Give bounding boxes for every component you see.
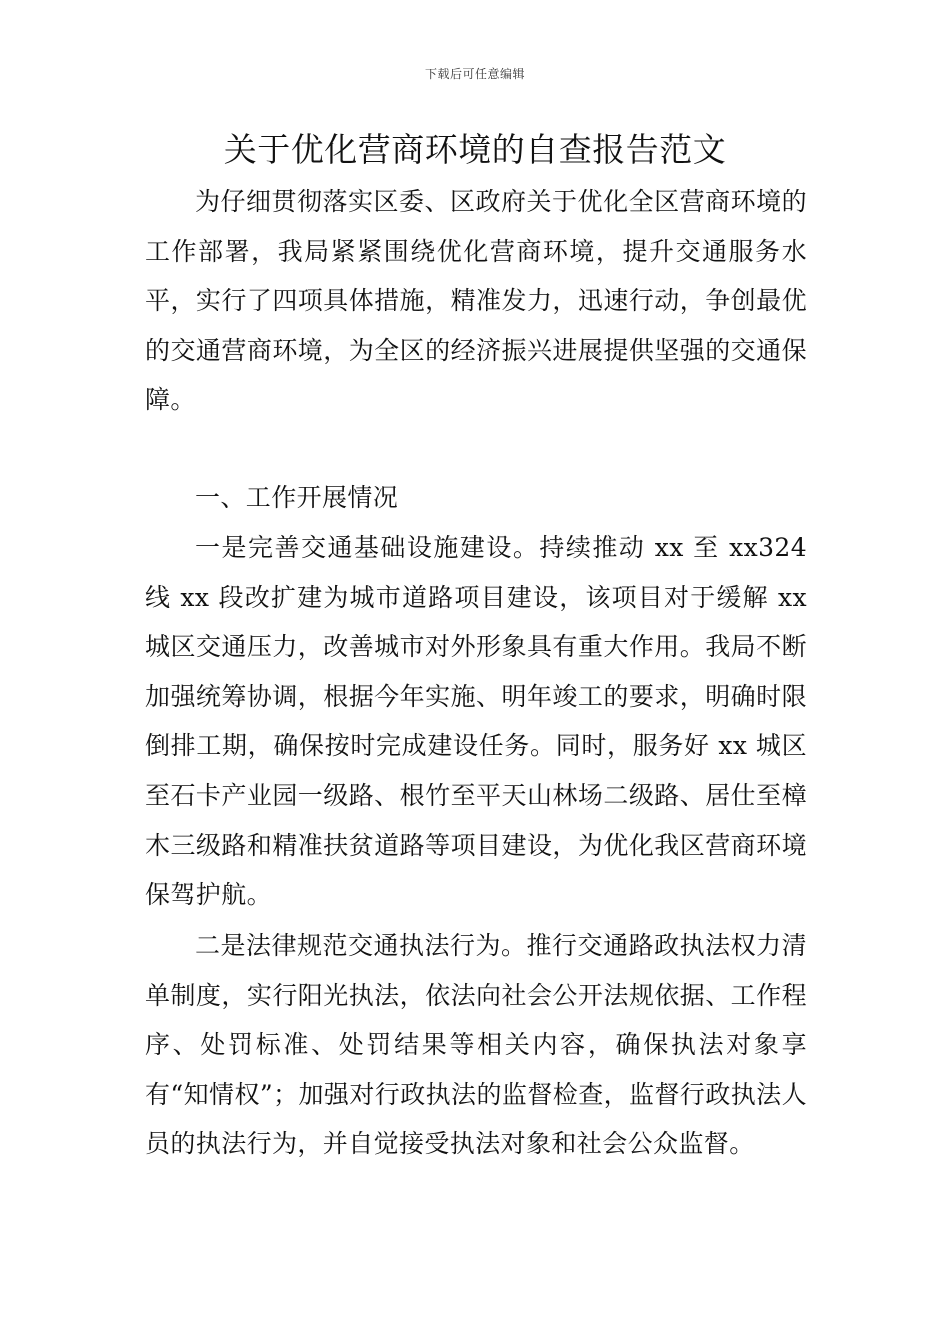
- body-paragraph: 一是完善交通基础设施建设。持续推动 xx 至 xx324 线 xx 段改扩建为城市道路项目建设，该项目对于缓解 xx 城区交通压力，改善城市对外形象具有重大作用。我局不断加强统筹协调，根据今年实施、明年竣工的要求，明确时限倒排工期，确保按时完成建设任务。同时，服务好 xx 城区至石卡产业园一级路、根竹至平天山林场二级路、居仕至樟木三级路和精准扶贫道路等项目建设，为优化我区营商环境保驾护航。: [145, 533, 807, 910]
- section-1-block: [145, 473, 807, 523]
- paragraph-2-block: [145, 921, 807, 1169]
- body-paragraph: 二是法律规范交通执法行为。推行交通路政执法权力清单制度，实行阳光执法，依法向社会公开法规依据、工作程序、处罚标准、处罚结果等相关内容，确保执法对象享有“知情权”；加强对行政执法的监督检查，监督行政执法人员的执法行为，并自觉接受执法对象和社会公众监督。: [145, 931, 807, 1159]
- intro-block: [145, 177, 807, 425]
- section-heading: 一、工作开展情况: [195, 483, 399, 512]
- header-note: 下载后可任意编辑: [424, 67, 525, 81]
- paragraph-1-block: [145, 523, 807, 920]
- intro-paragraph: 为仔细贯彻落实区委、区政府关于优化全区营商环境的工作部署，我局紧紧围绕优化营商环境，提升交通服务水平，实行了四项具体措施，精准发力，迅速行动，争创最优的交通营商环境，为全区的经济振兴进展提供坚强的交通保障。: [145, 187, 807, 415]
- document-title: 关于优化营商环境的自查报告范文: [223, 130, 727, 169]
